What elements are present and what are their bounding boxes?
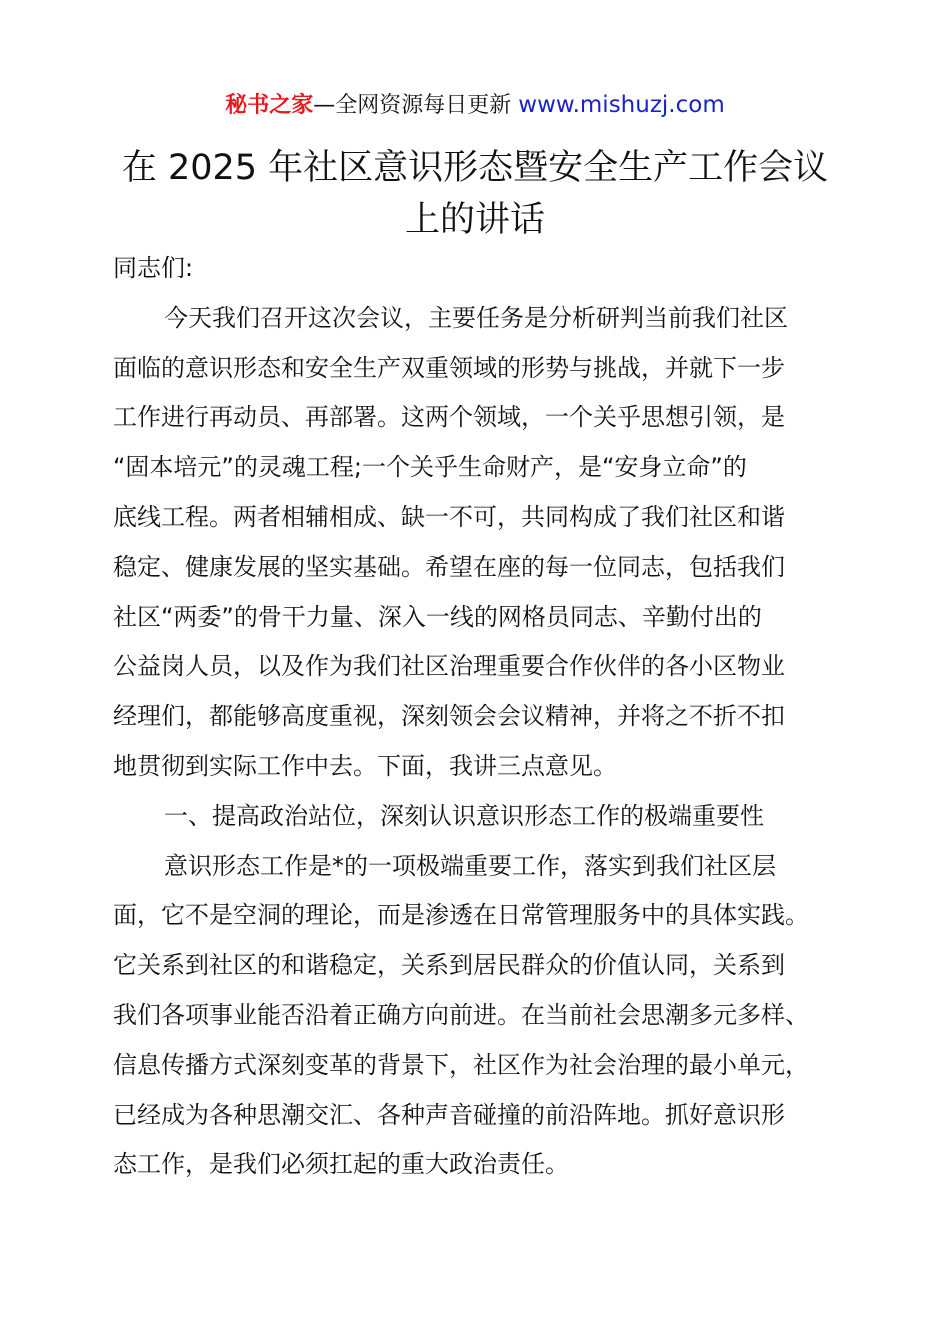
text-line: 地贯彻到实际工作中去。下面，我讲三点意见。	[113, 751, 617, 780]
text-line: 一、提高政治站位，深刻认识意识形态工作的极端重要性	[164, 801, 764, 830]
text-line: 信息传播方式深刻变革的背景下，社区作为社会治理的最小单元，	[113, 1050, 809, 1079]
text-line: 态工作，是我们必须扛起的重大政治责任。	[113, 1150, 569, 1179]
text-line: 稳定、健康发展的坚实基础。希望在座的每一位同志，包括我们	[113, 552, 785, 581]
document-body	[113, 244, 873, 1190]
text-line: 面临的意识形态和安全生产双重领域的形势与挑战，并就下一步	[113, 353, 785, 382]
brand-name: 秘书之家	[225, 93, 314, 118]
document-title	[60, 142, 890, 246]
site-url-link[interactable]: www.mishuzj.com	[518, 92, 725, 118]
salutation: 同志们:	[113, 254, 194, 282]
text-line: 社区“两委”的骨干力量、深入一线的网格员同志、辛勤付出的	[113, 602, 762, 631]
text-line: 它关系到社区的和谐稳定，关系到居民群众的价值认同，关系到	[113, 951, 785, 980]
title-line-2: 上的讲话	[404, 200, 545, 240]
text-line: 工作进行再动员、再部署。这两个领域，一个关乎思想引领，是	[113, 403, 785, 432]
text-line: 经理们，都能够高度重视，深刻领会会议精神，并将之不折不扣	[113, 702, 785, 731]
text-line: 面，它不是空洞的理论，而是渗透在日常管理服务中的具体实践。	[113, 901, 809, 930]
text-line: 底线工程。两者相辅相成、缺一不可，共同构成了我们社区和谐	[113, 502, 785, 531]
text-line: “固本培元”的灵魂工程;一个关乎生命财产，是“安身立命”的	[113, 453, 747, 482]
text-line: 今天我们召开这次会议，主要任务是分析研判当前我们社区	[164, 303, 788, 332]
site-header	[0, 88, 950, 119]
title-line-1: 在 2025 年社区意识形态暨安全生产工作会议	[121, 148, 829, 188]
tagline: —全网资源每日更新	[313, 93, 519, 118]
text-line: 公益岗人员，以及作为我们社区治理重要合作伙伴的各小区物业	[113, 652, 785, 681]
text-line: 我们各项事业能否沿着正确方向前进。在当前社会思潮多元多样、	[113, 1000, 809, 1029]
text-line: 已经成为各种思潮交汇、各种声音碰撞的前沿阵地。抓好意识形	[113, 1100, 785, 1129]
text-line: 意识形态工作是*的一项极端重要工作，落实到我们社区层	[164, 851, 776, 880]
